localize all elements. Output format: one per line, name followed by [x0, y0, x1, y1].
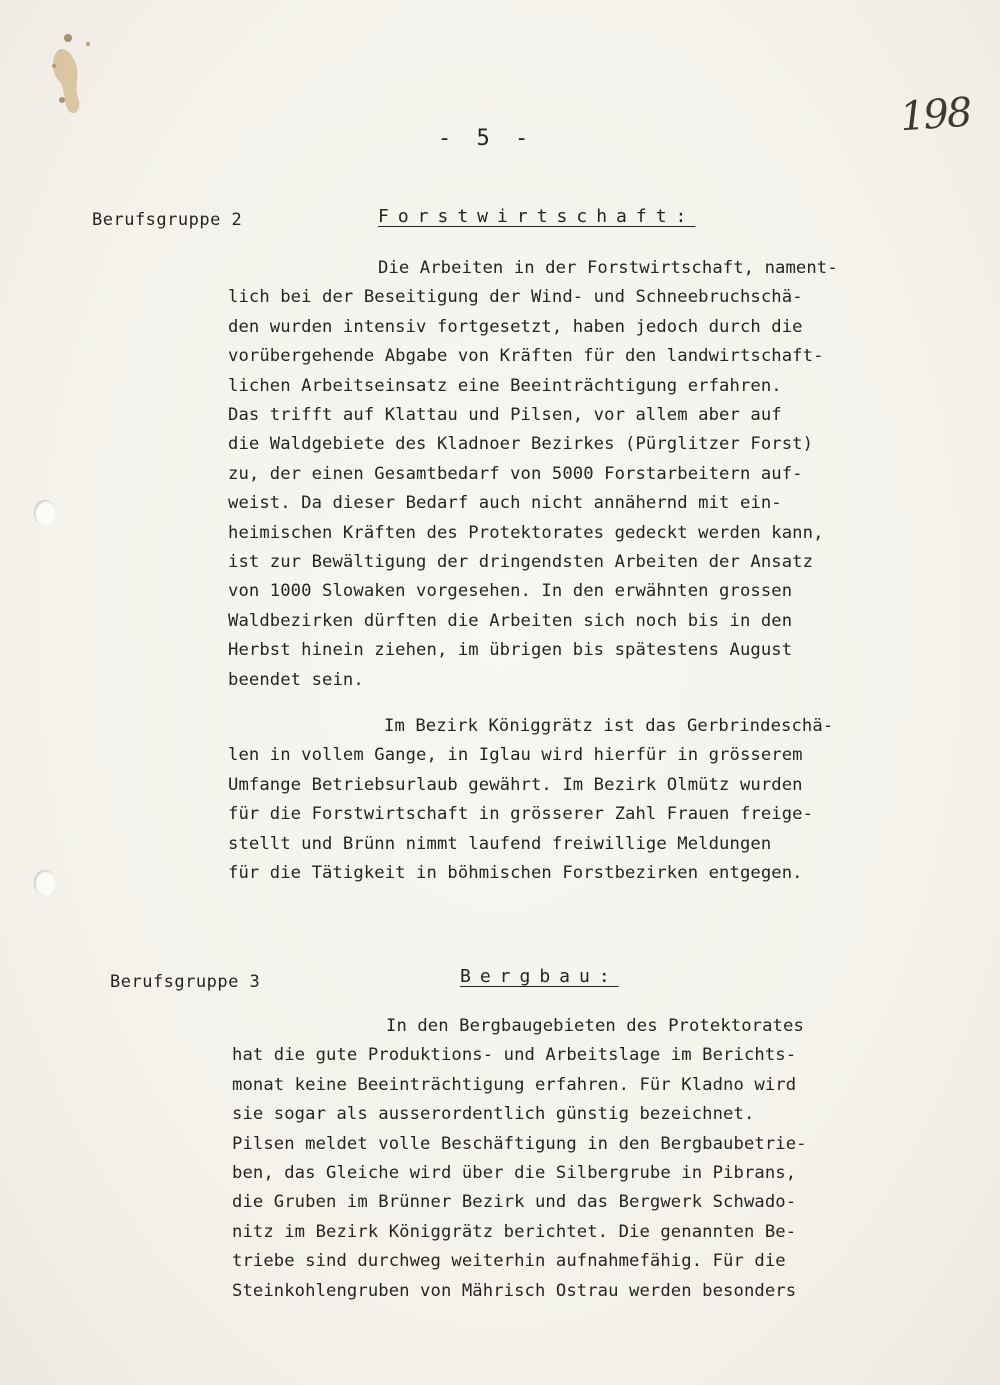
paragraph [228, 254, 838, 695]
text-line: die Waldgebiete des Kladnoer Bezirkes (Pürglitzer Forst) [228, 434, 814, 455]
folio-number: 198 [898, 89, 972, 141]
text-line: len in vollem Gange, in Iglau wird hierfür in grösserem [228, 745, 803, 766]
paragraph [232, 1012, 807, 1306]
text-line: ben, das Gleiche wird über die Silbergrube in Pibrans, [232, 1163, 797, 1184]
page-number: - 5 - [438, 126, 535, 151]
text-line: lichen Arbeitseinsatz eine Beeinträchtigung erfahren. [228, 375, 782, 396]
text-line: für die Forstwirtschaft in grösserer Zahl Frauen freige- [228, 804, 814, 825]
punch-hole [34, 870, 56, 896]
text-line: beendet sein. [228, 669, 364, 690]
text-line: Umfange Betriebsurlaub gewährt. Im Bezirk Olmütz wurden [228, 774, 803, 795]
text-line: vorübergehende Abgabe von Kräften für den landwirtschaft- [228, 346, 824, 367]
text-line: sie sogar als ausserordentlich günstig bezeichnet. [232, 1104, 755, 1125]
text-line: den wurden intensiv fortgesetzt, haben jedoch durch die [228, 316, 803, 337]
text-line: ist zur Bewältigung der dringendsten Arbeiten der Ansatz [228, 552, 814, 573]
paragraph [228, 712, 833, 888]
text-line: zu, der einen Gesamtbedarf von 5000 Forstarbeitern auf- [228, 463, 803, 484]
text-line: Im Bezirk Königgrätz ist das Gerbrindeschä- [384, 716, 834, 736]
group-label: Berufsgruppe 3 [110, 972, 261, 992]
text-line: lich bei der Beseitigung der Wind- und Schneebruchschä- [228, 287, 803, 308]
text-line: In den Bergbaugebieten des Protektorates [386, 1016, 804, 1036]
text-line: Das trifft auf Klattau und Pilsen, vor allem aber auf [228, 405, 782, 426]
text-line: monat keine Beeinträchtigung erfahren. Für Kladno wird [232, 1074, 797, 1095]
rust-stain-mark [40, 20, 110, 120]
text-line: weist. Da dieser Bedarf auch nicht annähernd mit ein- [228, 493, 782, 514]
section-heading: Forstwirtschaft: [378, 206, 696, 227]
text-line: Steinkohlengruben von Mährisch Ostrau werden besonders [232, 1280, 797, 1301]
section-heading: Bergbau: [460, 966, 619, 987]
text-line: heimischen Kräften des Protektorates gedeckt werden kann, [228, 522, 824, 543]
text-line: Die Arbeiten in der Forstwirtschaft, nament- [378, 258, 838, 278]
text-line: von 1000 Slowaken vorgesehen. In den erwähnten grossen [228, 581, 793, 602]
text-line: hat die gute Produktions- und Arbeitslage im Berichts- [232, 1045, 797, 1066]
text-line: nitz im Bezirk Königgrätz berichtet. Die genannten Be- [232, 1221, 797, 1242]
text-line: Herbst hinein ziehen, im übrigen bis spätestens August [228, 640, 793, 661]
punch-hole [34, 500, 56, 526]
text-line: für die Tätigkeit in böhmischen Forstbezirken entgegen. [228, 863, 803, 884]
text-line: triebe sind durchweg weiterhin aufnahmefähig. Für die [232, 1251, 786, 1272]
group-label: Berufsgruppe 2 [92, 210, 243, 230]
text-line: Pilsen meldet volle Beschäftigung in den Bergbaubetrie- [232, 1133, 807, 1154]
text-line: stellt und Brünn nimmt laufend freiwillige Meldungen [228, 833, 772, 854]
text-line: Waldbezirken dürften die Arbeiten sich noch bis in den [228, 610, 793, 631]
text-line: die Gruben im Brünner Bezirk und das Bergwerk Schwado- [232, 1192, 797, 1213]
